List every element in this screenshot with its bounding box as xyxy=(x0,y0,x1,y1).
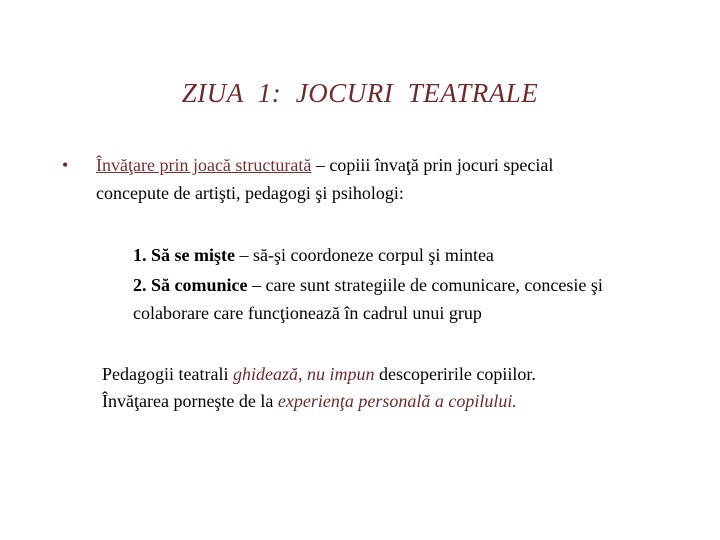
note-line-2 xyxy=(102,388,682,414)
point-1-rest: – să-şi coordoneze corpul şi mintea xyxy=(235,245,494,265)
point-2-rest: – care sunt strategiile de comunicare, concesie şi xyxy=(247,275,603,295)
point-1 xyxy=(133,241,673,269)
note-2b: experienţa personală a copilului. xyxy=(277,391,517,411)
bullet-text xyxy=(96,151,682,207)
bullet-rest-line2: concepute de artişti, pedagogi şi psihologi: xyxy=(96,183,404,203)
bullet-item xyxy=(62,151,682,207)
bullet-rest-line1: – copiii învaţă prin jocuri special xyxy=(311,155,554,175)
point-2-bold: 2. Să comunice xyxy=(133,275,248,295)
bullet-lead: Învăţare prin joacă structurată xyxy=(96,155,312,175)
note-1a: Pedagogii teatrali xyxy=(102,364,233,384)
note-1b: ghidează, nu impun xyxy=(232,364,375,384)
point-2 xyxy=(133,271,673,327)
note-line-1 xyxy=(102,361,682,387)
point-1-bold: 1. Să se mişte xyxy=(133,245,235,265)
point-2-rest-line2: colaborare care funcţionează în cadrul unui grup xyxy=(133,303,482,323)
bullet-mark: • xyxy=(62,155,69,175)
note-1c: descoperirile copiilor. xyxy=(374,364,536,384)
note-2a: Învăţarea porneşte de la xyxy=(102,391,278,411)
slide-title: ZIUA 1: JOCURI TEATRALE xyxy=(181,78,539,108)
